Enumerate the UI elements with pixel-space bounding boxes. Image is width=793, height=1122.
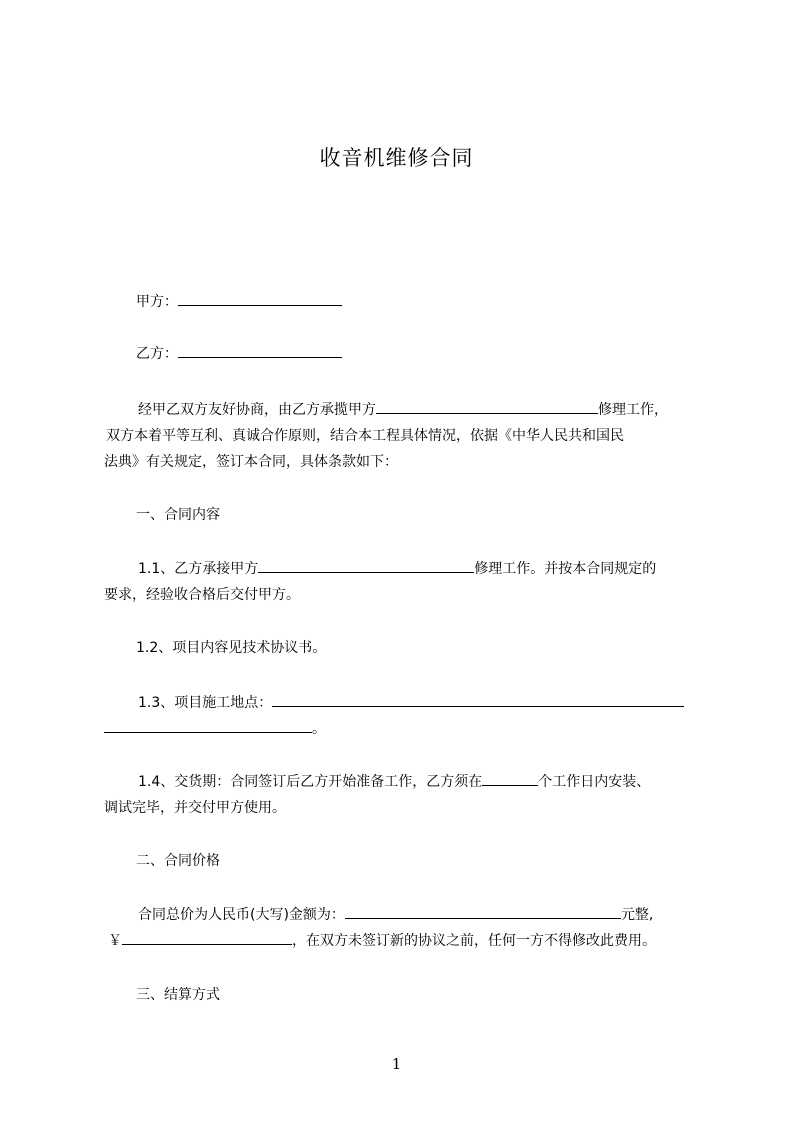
intro-line-2: 双方本着平等互利、真诚合作原则，结合本工程具体情况，依据《中华人民共和国民 <box>106 428 624 444</box>
clause-1-1-text-b: 修理工作。并按本合同规定的 <box>474 561 657 577</box>
price-line-2 <box>108 929 716 953</box>
price-line-1 <box>138 903 746 927</box>
price-text-a: 合同总价为人民币(大写)金额为： <box>138 907 345 923</box>
price-number-blank[interactable] <box>122 930 292 945</box>
section-2-heading: 二、合同价格 <box>136 853 220 869</box>
clause-1-2: 1.2、项目内容见技术协议书。 <box>136 640 327 656</box>
party-a-blank[interactable] <box>178 291 342 306</box>
page-number: 1 <box>391 1055 402 1073</box>
party-a-label: 甲方： <box>136 294 178 310</box>
party-b-line <box>136 342 744 366</box>
clause-1-3-line-1 <box>138 691 746 715</box>
repair-item-blank[interactable] <box>376 399 598 414</box>
price-text-b: 元整, <box>620 907 654 923</box>
price-words-blank[interactable] <box>345 904 621 919</box>
party-a-line <box>136 290 744 314</box>
clause-1-1-line-2: 要求，经验收合格后交付甲方。 <box>104 587 300 603</box>
intro-line-1 <box>138 398 746 422</box>
clause-1-1-line-1 <box>138 557 746 581</box>
clause-1-1-text-a: 1.1、乙方承接甲方 <box>138 561 259 577</box>
price-text-c: ，在双方未签订新的协议之前，任何一方不得修改此费用。 <box>292 933 656 949</box>
yen-symbol: ￥ <box>108 933 122 949</box>
document-title: 收音机维修合同 <box>319 146 474 170</box>
clause-1-4-text-b: 个工作日内安装、 <box>538 774 651 790</box>
clause-1-4-line-1 <box>138 770 746 794</box>
clause-1-3-end: 。 <box>312 721 326 737</box>
working-days-blank[interactable] <box>482 771 538 786</box>
site-location-blank-cont[interactable] <box>104 718 312 733</box>
intro-text-1a: 经甲乙双方友好协商，由乙方承揽甲方 <box>138 402 376 418</box>
clause-1-4-text-a: 1.4、交货期：合同签订后乙方开始准备工作，乙方须在 <box>138 774 483 790</box>
clause-1-1-blank[interactable] <box>258 558 474 573</box>
clause-1-3-line-2 <box>104 717 712 741</box>
clause-1-4-line-2: 调试完毕，并交付甲方使用。 <box>104 800 286 816</box>
site-location-blank[interactable] <box>272 692 684 707</box>
party-b-label: 乙方： <box>136 346 178 362</box>
party-b-blank[interactable] <box>178 343 342 358</box>
intro-text-1b: 修理工作， <box>598 402 668 418</box>
section-1-heading: 一、合同内容 <box>136 507 220 523</box>
clause-1-3-text: 1.3、项目施工地点： <box>138 695 273 711</box>
intro-line-3: 法典》有关规定，签订本合同，具体条款如下： <box>104 454 398 470</box>
section-3-heading: 三、结算方式 <box>136 987 220 1003</box>
